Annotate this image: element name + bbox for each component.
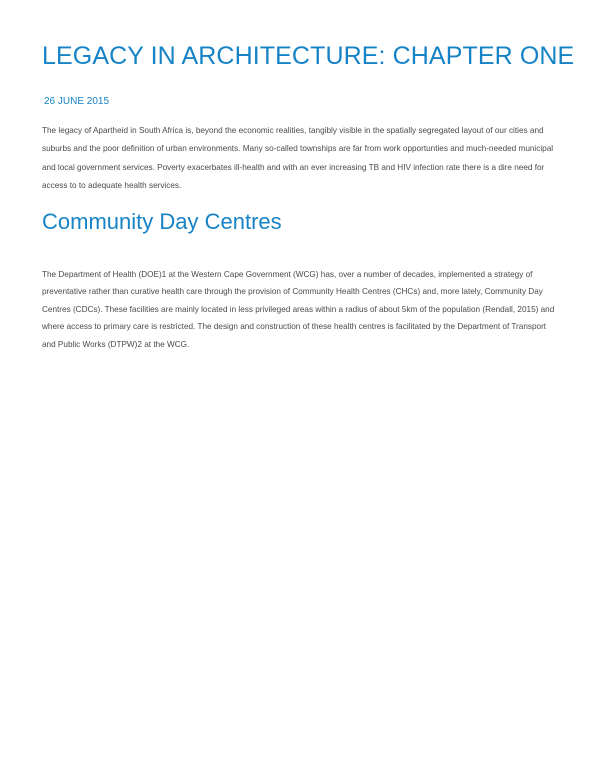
section-heading: Community Day Centres bbox=[42, 209, 282, 234]
publish-date: 26 JUNE 2015 bbox=[44, 96, 110, 107]
intro-paragraph: The legacy of Apartheid in South Africa is, beyond the economic realities, tangibly visible in the spatially segregated layout of our cities and suburbs and the poor definition of urban environments. Many so-called townships are far from work opportunties and much-needed municipal and local government services. Poverty exacerbates ill-health and with an ever increasing TB and HIV infection rate there is a dire need for access to to adequate health services. bbox=[42, 126, 554, 190]
section-paragraph: The Department of Health (DOE)1 at the Western Cape Government (WCG) has, over a number of decades, implemented a strategy of preventative rather than curative health care through the provision of Community Health Centres (CHCs) and, more lately, Community Day Centres (CDCs). These facilities are mainly located in less privileged areas within a radius of about 5km of the population (Rendall, 2015) and where access to primary care is restricted. The design and construction of these health centres is facilitated by the Department of Transport and Public Works (DTPW)2 at the WCG. bbox=[42, 270, 555, 349]
page-title: LEGACY IN ARCHITECTURE: CHAPTER ONE bbox=[42, 42, 575, 70]
